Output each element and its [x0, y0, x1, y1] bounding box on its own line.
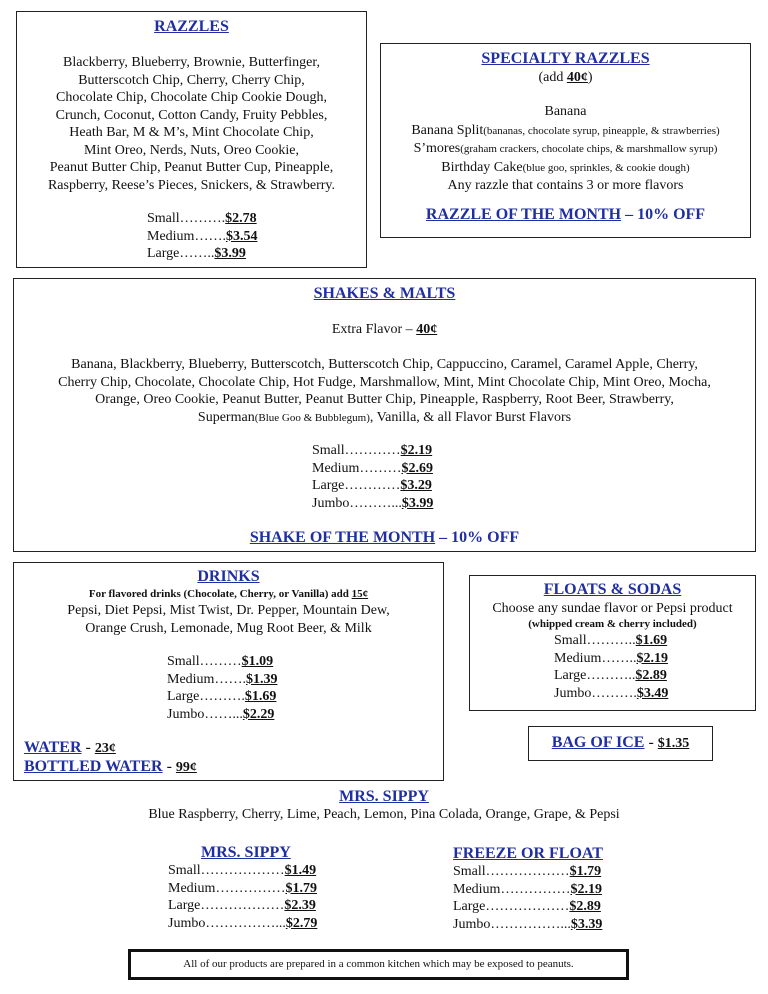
ice-line: BAG OF ICE - $1.35: [551, 734, 690, 751]
price-row: [167, 653, 277, 671]
drinks-line: Pepsi, Diet Pepsi, Mist Twist, Dr. Pepper, Mountain Dew,: [67, 603, 390, 618]
size-label: Small………………: [168, 863, 285, 878]
flavor-line: [14, 409, 755, 428]
price-row: [312, 442, 433, 460]
size-price: $2.78: [225, 211, 257, 226]
size-label: Large……..: [147, 246, 215, 261]
water-line: WATER - 23¢: [24, 739, 116, 756]
size-price: $1.09: [241, 654, 274, 669]
specialty-item: [381, 159, 750, 178]
item-name: Birthday Cake: [441, 159, 523, 175]
ice-box: [528, 726, 713, 761]
add-price: 40¢: [566, 70, 588, 85]
item-name: Banana Split: [411, 122, 484, 138]
size-price: $2.29: [242, 706, 275, 722]
month-suffix: – 10% OFF: [621, 206, 706, 223]
flavor-line: Cherry Chip, Chocolate, Chocolate Chip, Hot Fudge, Marshmallow, Mint, Mint Chocolate Chip, Mint Oreo, Mocha,: [58, 374, 711, 390]
water-price: 23¢: [94, 741, 116, 756]
size-label: Small………..: [554, 633, 636, 648]
price-row: [312, 495, 433, 513]
razzles-flavor-list: [17, 54, 366, 194]
price-row: [168, 915, 317, 933]
flavor-line: Heath Bar, M & M’s, Mint Chocolate Chip,: [69, 125, 314, 140]
size-price: $2.19: [636, 650, 668, 666]
add-suffix: ): [587, 70, 593, 85]
size-price: $1.69: [244, 689, 277, 704]
price-row: [167, 671, 277, 689]
price-row: [167, 688, 277, 706]
specialty-item: [381, 140, 750, 159]
razzles-title: RAZZLES: [154, 18, 229, 35]
size-label: Jumbo……………...: [453, 916, 571, 932]
price-row: [554, 685, 668, 703]
size-price: $3.54: [225, 228, 258, 244]
bottled-label: BOTTLED WATER: [24, 758, 163, 775]
sippy-price-list: [168, 862, 317, 932]
size-label: Large………………: [453, 899, 570, 914]
price-row: [168, 897, 317, 915]
ice-price: $1.35: [657, 736, 690, 751]
size-label: Medium…….: [147, 228, 226, 244]
shakes-title: SHAKES & MALTS: [313, 285, 456, 302]
price-row: [453, 881, 602, 899]
size-label: Large………..: [554, 668, 636, 683]
flavor-end: , Vanilla, & all Flavor Burst Flavors: [369, 409, 572, 425]
add-prefix: (add: [538, 70, 567, 85]
freeze-title: FREEZE OR FLOAT: [453, 845, 603, 862]
floats-box: [469, 575, 756, 711]
size-price: $2.69: [401, 460, 433, 476]
flavor-line: Banana, Blackberry, Blueberry, Butterscotch, Butterscotch Chip, Cappuccino, Caramel, Caramel Apple, Cherry,: [71, 357, 698, 372]
size-label: Medium………: [312, 460, 402, 476]
floats-subtitle: Choose any sundae flavor or Pepsi product: [492, 601, 733, 616]
size-label: Jumbo……...: [167, 706, 243, 722]
specialty-items: [381, 103, 750, 196]
drinks-list: [14, 602, 443, 637]
item-name: Any razzle that contains 3 or more flavors: [447, 178, 684, 193]
extra-label: Extra Flavor –: [331, 322, 417, 337]
freeze-price-list: [453, 863, 602, 933]
size-label: Jumbo……………...: [168, 915, 286, 931]
price-row: [453, 898, 602, 916]
flavor-start: Superman: [197, 409, 255, 425]
flavor-note: (Blue Goo & Bubblegum): [254, 411, 370, 424]
size-price: $1.49: [284, 863, 317, 878]
razzles-box: [16, 11, 367, 268]
bottled-price: 99¢: [175, 760, 197, 775]
price-row: [453, 916, 602, 934]
size-label: Medium……………: [453, 881, 571, 897]
drinks-flavored-line: [14, 588, 443, 600]
price-row: [168, 862, 317, 880]
specialty-title: SPECIALTY RAZZLES: [481, 50, 650, 67]
drinks-price-list: [167, 653, 277, 723]
flavor-line: Chocolate Chip, Chocolate Chip Cookie Dough,: [55, 90, 328, 105]
drinks-box: [13, 562, 444, 781]
specialty-item: [381, 122, 750, 141]
item-note: (blue goo, sprinkles, & cookie dough): [522, 161, 690, 174]
allergen-notice: All of our products are prepared in a common kitchen which may be exposed to peanuts.: [183, 958, 574, 970]
water-label: WATER: [24, 739, 82, 756]
size-label: Medium……………: [168, 880, 286, 896]
drinks-title: DRINKS: [197, 568, 260, 585]
size-price: $1.69: [635, 633, 668, 648]
size-price: $3.99: [214, 246, 246, 261]
price-row: [554, 650, 668, 668]
price-row: [453, 863, 602, 881]
size-label: Medium…….: [167, 671, 246, 687]
item-name: Banana: [544, 104, 587, 119]
size-price: $1.79: [569, 864, 602, 879]
flavored-text: For flavored drinks (Chocolate, Cherry, or Vanilla) add: [88, 588, 352, 600]
item-note: (graham crackers, chocolate chips, & marshmallow syrup): [460, 143, 718, 155]
extra-price: 40¢: [416, 322, 438, 337]
size-price: $2.19: [400, 443, 433, 458]
sippy-title: MRS. SIPPY: [339, 788, 429, 805]
ice-label: BAG OF ICE: [551, 734, 645, 751]
size-label: Jumbo………...: [312, 495, 402, 511]
size-label: Small……….: [147, 211, 226, 226]
price-row: [168, 880, 317, 898]
flavor-line: Orange, Oreo Cookie, Peanut Butter, Peanut Butter Chip, Pineapple, Raspberry, Root Beer, Strawberry,: [95, 392, 674, 407]
flavor-line: Mint Oreo, Nerds, Nuts, Oreo Cookie,: [83, 142, 300, 158]
flavor-line: Crunch, Coconut, Cotton Candy, Fruity Pebbles,: [55, 107, 328, 123]
price-row: [147, 245, 257, 263]
specialty-add-line: [381, 69, 750, 87]
price-row: [147, 228, 257, 246]
flavor-line: Peanut Butter Chip, Peanut Butter Cup, Pineapple,: [49, 160, 334, 175]
size-price: $2.89: [635, 668, 667, 683]
size-price: $3.39: [570, 916, 603, 932]
razzle-of-month: [381, 206, 750, 224]
size-label: Jumbo……….: [554, 685, 637, 701]
bottled-water-line: BOTTLED WATER - 99¢: [24, 758, 197, 775]
size-label: Large……….: [167, 689, 245, 704]
specialty-box: [380, 43, 751, 238]
sippy-sub-title: MRS. SIPPY: [201, 844, 291, 861]
floats-note: (whipped cream & cherry included): [528, 618, 697, 630]
size-price: $2.39: [284, 898, 316, 913]
size-label: Small…………: [312, 443, 401, 458]
flavored-price: 15¢: [351, 588, 369, 600]
item-note: (bananas, chocolate syrup, pineapple, & strawberries): [483, 124, 720, 137]
size-price: $2.89: [569, 899, 601, 914]
shake-of-month: [14, 529, 755, 547]
month-label: RAZZLE OF THE MONTH: [425, 206, 622, 223]
size-price: $1.39: [245, 671, 278, 687]
specialty-item: [381, 103, 750, 122]
month-suffix: – 10% OFF: [435, 529, 520, 546]
size-price: $2.19: [570, 881, 602, 897]
shakes-flavor-list: [14, 356, 755, 427]
size-label: Large………………: [168, 898, 285, 913]
razzles-price-list: [147, 210, 257, 263]
price-row: [312, 460, 433, 478]
floats-title: FLOATS & SODAS: [543, 581, 682, 598]
size-label: Medium……..: [554, 650, 637, 666]
size-label: Large…………: [312, 478, 401, 493]
size-label: Small………………: [453, 864, 570, 879]
flavor-line: Blackberry, Blueberry, Brownie, Butterfinger,: [63, 55, 320, 70]
flavor-line: Butterscotch Chip, Cherry, Cherry Chip,: [78, 72, 305, 88]
drinks-line: Orange Crush, Lemonade, Mug Root Beer, & Milk: [85, 620, 372, 636]
size-price: $3.49: [636, 685, 669, 701]
size-price: $3.29: [400, 478, 432, 493]
size-label: Small………: [167, 654, 242, 669]
month-label: SHAKE OF THE MONTH: [249, 529, 436, 546]
size-price: $3.99: [401, 495, 434, 511]
size-price: $2.79: [285, 915, 318, 931]
price-row: [554, 667, 668, 685]
price-row: [554, 632, 668, 650]
size-price: $1.79: [285, 880, 317, 896]
price-row: [167, 706, 277, 724]
specialty-item: [381, 177, 750, 196]
allergen-notice-box: [128, 949, 629, 980]
sippy-flavors: Blue Raspberry, Cherry, Lime, Peach, Lemon, Pina Colada, Orange, Grape, & Pepsi: [148, 807, 620, 822]
price-row: [312, 477, 433, 495]
shakes-box: [13, 278, 756, 552]
flavor-line: Raspberry, Reese’s Pieces, Snickers, & Strawberry.: [47, 177, 336, 193]
shakes-price-list: [312, 442, 433, 512]
shakes-extra-line: [14, 321, 755, 339]
floats-price-list: [554, 632, 668, 702]
price-row: [147, 210, 257, 228]
item-name: S’mores: [413, 141, 461, 156]
